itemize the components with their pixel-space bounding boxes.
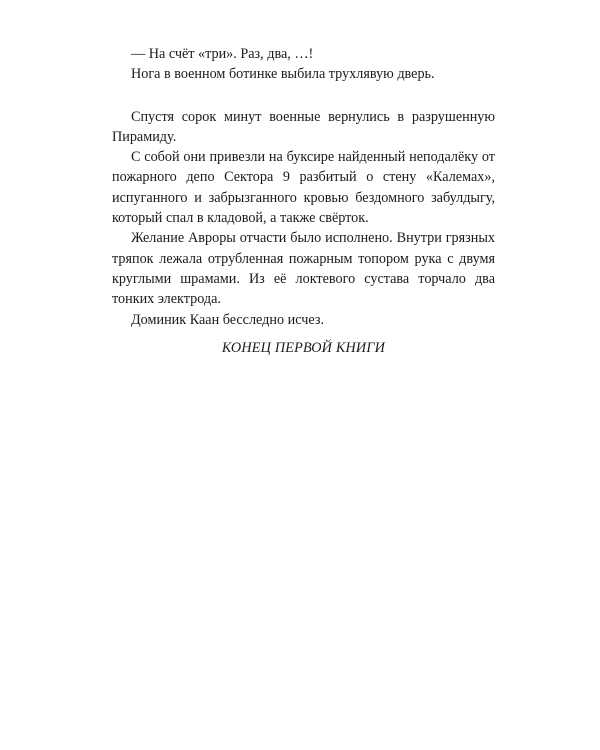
paragraph-wish: Желание Авроры отчасти было исполнено. Внутри грязных тряпок лежала отрубленная пожарным топором рука с двумя круглыми шрамами. Из её локтевого сустава торчало два тонких электрода. [112, 230, 495, 308]
body-text [112, 44, 495, 358]
paragraph-return: Спустя сорок минут военные вернулись в разрушенную Пирамиду. [112, 108, 495, 145]
paragraph-countdown: — На счёт «три». Раз, два, …! [131, 46, 314, 62]
book-ending-line: КОНЕЦ ПЕРВОЙ КНИГИ [221, 339, 386, 356]
paragraph-disappeared: Доминик Каан бесследно исчез. [131, 311, 324, 328]
paragraph-towed: С собой они привезли на буксире найденный неподалёку от пожарного депо Сектора 9 разбитый о стену «Калемах», испуганного и забрызганного кровью бездомного забулдыгу, который спал в кладовой, а также свёрток. [112, 149, 495, 227]
paragraph-door: Нога в военном ботинке выбила трухлявую дверь. [131, 66, 435, 83]
